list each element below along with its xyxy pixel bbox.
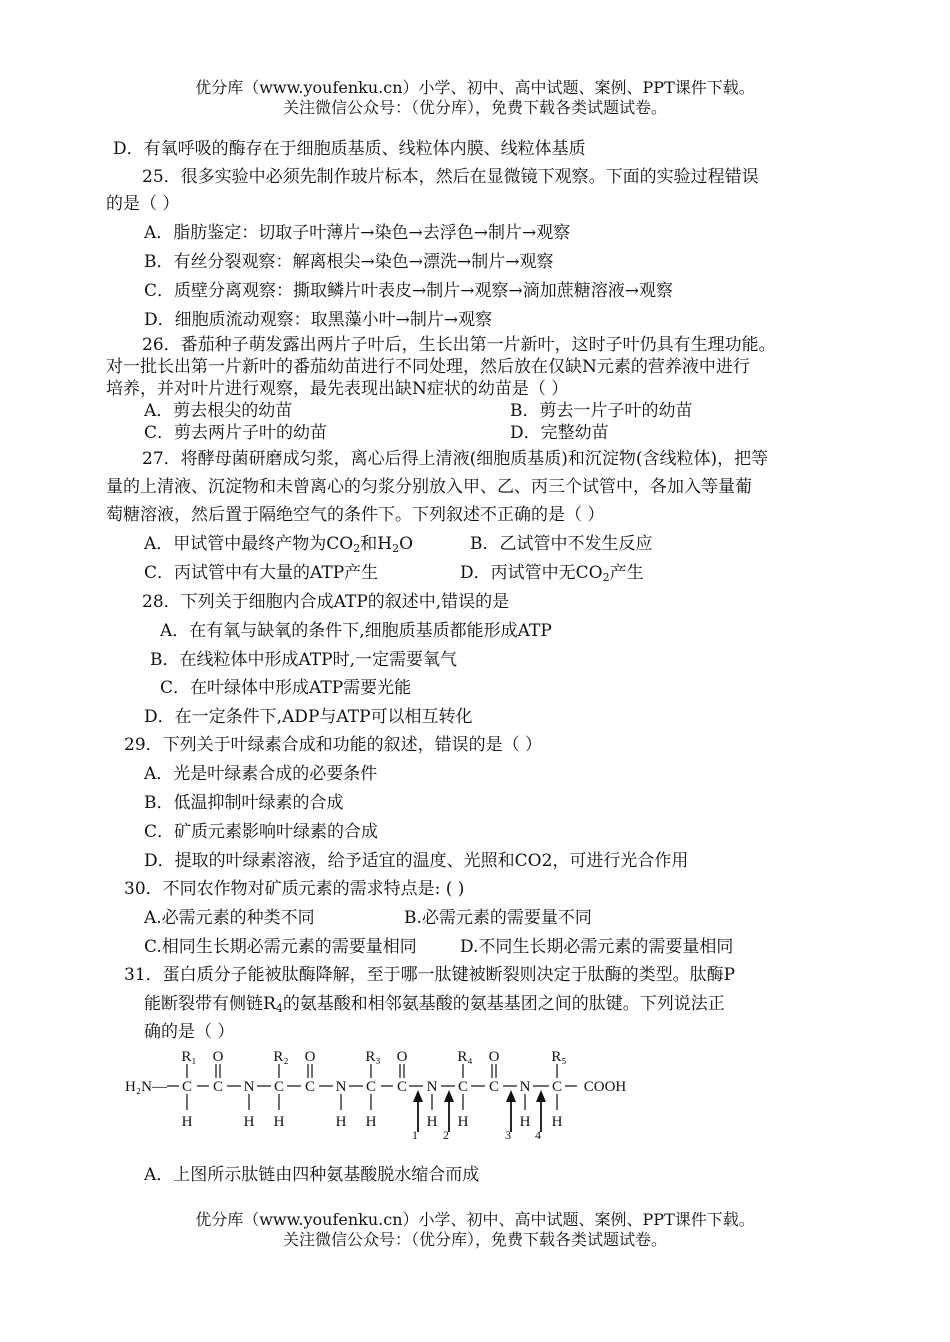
arrow-label-4: 4 xyxy=(535,1128,541,1140)
alpha-carbon-1: C xyxy=(181,1079,193,1095)
q28-option-b: B．在线粒体中形成ATP时,一定需要氧气 xyxy=(150,650,458,670)
alpha-carbon-2: C xyxy=(273,1079,285,1095)
q31-stem-line-1: 31．蛋白质分子能被肽酶降解，至于哪一肽键被断裂则决定于肽酶的类型。肽酶P xyxy=(124,965,736,985)
q28-option-c: C．在叶绿体中形成ATP需要光能 xyxy=(160,678,412,698)
q25-option-c: C．质壁分离观察：撕取鳞片叶表皮→制片→观察→滴加蔗糖溶液→观察 xyxy=(144,281,673,301)
header-line-2: 关注微信公众号：（优分库），免费下载各类试题试卷。 xyxy=(282,98,667,117)
q26-stem-line-2: 对一批长出第一片新叶的番茄幼苗进行不同处理，然后放在仅缺N元素的营养液中进行 xyxy=(106,357,750,377)
q30-option-a: A.必需元素的种类不同 xyxy=(144,908,315,928)
amide-nitrogen-3: N xyxy=(426,1079,438,1095)
amide-hydrogen-3: H xyxy=(426,1114,438,1130)
q24-option-d: D．有氧呼吸的酶存在于细胞质基质、线粒体内膜、线粒体基质 xyxy=(113,139,586,159)
carbonyl-oxygen-4: O xyxy=(488,1049,500,1065)
c-terminus-label: COOH xyxy=(583,1079,627,1095)
page-header xyxy=(0,78,950,118)
cleavage-arrow-4 xyxy=(536,1090,546,1132)
arrow-label-3: 3 xyxy=(505,1128,511,1140)
q27-option-d: D．丙试管中无$CO_2$产生 xyxy=(460,563,644,584)
amide-hydrogen-2: H xyxy=(335,1114,347,1130)
q30-stem: 30．不同农作物对矿质元素的需求特点是: ( ) xyxy=(124,879,465,899)
q25-option-a: A．脂肪鉴定：切取子叶薄片→染色→去浮色→制片→观察 xyxy=(144,223,571,243)
side-chain-r1: R₁ xyxy=(181,1049,197,1065)
q26-option-c: C．剪去两片子叶的幼苗 xyxy=(144,423,328,443)
cleavage-arrow-2 xyxy=(444,1090,454,1132)
alpha-hydrogen-5: H xyxy=(551,1114,563,1130)
side-chain-r3: R₃ xyxy=(365,1049,381,1065)
q27-option-b: B．乙试管中不发生反应 xyxy=(470,534,653,554)
carbonyl-oxygen-2: O xyxy=(304,1049,316,1065)
q31-stem-line-2: 能断裂带有侧链$R_4$的氨基酸和相邻氨基酸的氨基基团之间的肽键。下列说法正 xyxy=(144,994,725,1015)
q29-option-d: D．提取的叶绿素溶液，给予适宜的温度、光照和CO2，可进行光合作用 xyxy=(144,851,689,871)
alpha-carbon-5: C xyxy=(551,1079,563,1095)
cleavage-arrow-3 xyxy=(506,1090,516,1132)
amide-hydrogen-4: H xyxy=(519,1114,531,1130)
alpha-hydrogen-3: H xyxy=(365,1114,377,1130)
q26-option-b: B．剪去一片子叶的幼苗 xyxy=(510,401,693,421)
header-line-1: 优分库（www.youfenku.cn）小学、初中、高中试题、案例、PPT课件下载。 xyxy=(195,78,755,97)
q29-stem: 29．下列关于叶绿素合成和功能的叙述，错误的是（ ） xyxy=(124,735,543,755)
q30-option-b: B.必需元素的需要量不同 xyxy=(404,908,592,928)
n-terminus-label: H₂N— xyxy=(125,1079,167,1095)
q30-option-d: D.不同生长期必需元素的需要量相同 xyxy=(460,937,734,957)
peptide-chain-diagram xyxy=(125,1044,645,1140)
q27-stem-line-3: 萄糖溶液，然后置于隔绝空气的条件下。下列叙述不正确的是（ ） xyxy=(106,505,605,525)
side-chain-r2: R₂ xyxy=(273,1049,289,1065)
q26-option-d: D．完整幼苗 xyxy=(510,423,609,443)
q27-option-a: A．甲试管中最终产物为$CO_2$和$H_2O$ xyxy=(144,534,413,555)
q27-option-c: C．丙试管中有大量的ATP产生 xyxy=(144,563,379,583)
q28-option-a: A．在有氧与缺氧的条件下,细胞质基质都能形成ATP xyxy=(160,621,552,641)
amide-nitrogen-2: N xyxy=(335,1079,347,1095)
q29-option-c: C．矿质元素影响叶绿素的合成 xyxy=(144,822,379,842)
alpha-carbon-4: C xyxy=(457,1079,469,1095)
amide-nitrogen-4: N xyxy=(519,1079,531,1095)
q26-option-a: A．剪去根尖的幼苗 xyxy=(144,401,293,421)
q28-stem: 28．下列关于细胞内合成ATP的叙述中,错误的是 xyxy=(142,592,510,612)
q29-option-b: B．低温抑制叶绿素的合成 xyxy=(144,793,344,813)
side-chain-r5: R₅ xyxy=(551,1049,567,1065)
arrow-label-2: 2 xyxy=(443,1128,449,1140)
amide-hydrogen-1: H xyxy=(243,1114,255,1130)
arrow-label-1: 1 xyxy=(412,1128,418,1140)
q31-option-a: A．上图所示肽链由四种氨基酸脱水缩合而成 xyxy=(144,1165,480,1185)
alpha-hydrogen-1: H xyxy=(181,1114,193,1130)
cleavage-arrow-1 xyxy=(413,1090,423,1132)
alpha-carbon-3: C xyxy=(365,1079,377,1095)
carbonyl-carbon-3: C xyxy=(396,1079,408,1095)
carbonyl-carbon-1: C xyxy=(212,1079,224,1095)
q27-stem-line-1: 27．将酵母菌研磨成匀浆，离心后得上清液(细胞质基质)和沉淀物(含线粒体)，把等 xyxy=(142,449,769,469)
carbonyl-oxygen-3: O xyxy=(396,1049,408,1065)
q31-stem-line-3: 确的是（ ） xyxy=(144,1022,235,1042)
q25-option-d: D．细胞质流动观察：取黑藻小叶→制片→观察 xyxy=(144,310,493,330)
side-chain-r4: R₄ xyxy=(457,1049,473,1065)
q26-stem-line-1: 26．番茄种子萌发露出两片子叶后，生长出第一片新叶，这时子叶仍具有生理功能。 xyxy=(142,335,776,355)
q29-option-a: A．光是叶绿素合成的必要条件 xyxy=(144,764,378,784)
alpha-hydrogen-4: H xyxy=(457,1114,469,1130)
carbonyl-carbon-4: C xyxy=(488,1079,500,1095)
carbonyl-oxygen-1: O xyxy=(212,1049,224,1065)
q27-stem-line-2: 量的上清液、沉淀物和未曾离心的匀浆分别放入甲、乙、丙三个试管中，各加入等量葡 xyxy=(106,477,752,497)
footer-line-1: 优分库（www.youfenku.cn）小学、初中、高中试题、案例、PPT课件下载。 xyxy=(195,1210,755,1229)
footer-line-2: 关注微信公众号：（优分库），免费下载各类试题试卷。 xyxy=(282,1230,667,1249)
q25-stem-line-2: 的是（ ） xyxy=(106,194,180,214)
q30-option-c: C.相同生长期必需元素的需要量相同 xyxy=(144,937,417,957)
alpha-hydrogen-2: H xyxy=(273,1114,285,1130)
q26-stem-line-3: 培养，并对叶片进行观察，最先表现出缺N症状的幼苗是（ ） xyxy=(106,379,569,399)
q25-stem-line-1: 25．很多实验中必须先制作玻片标本，然后在显微镜下观察。下面的实验过程错误 xyxy=(142,167,759,187)
amide-nitrogen-1: N xyxy=(243,1079,255,1095)
page-footer xyxy=(0,1210,950,1250)
q25-option-b: B．有丝分裂观察：解离根尖→染色→漂洗→制片→观察 xyxy=(144,252,554,272)
carbonyl-carbon-2: C xyxy=(304,1079,316,1095)
q28-option-d: D．在一定条件下,ADP与ATP可以相互转化 xyxy=(144,707,473,727)
